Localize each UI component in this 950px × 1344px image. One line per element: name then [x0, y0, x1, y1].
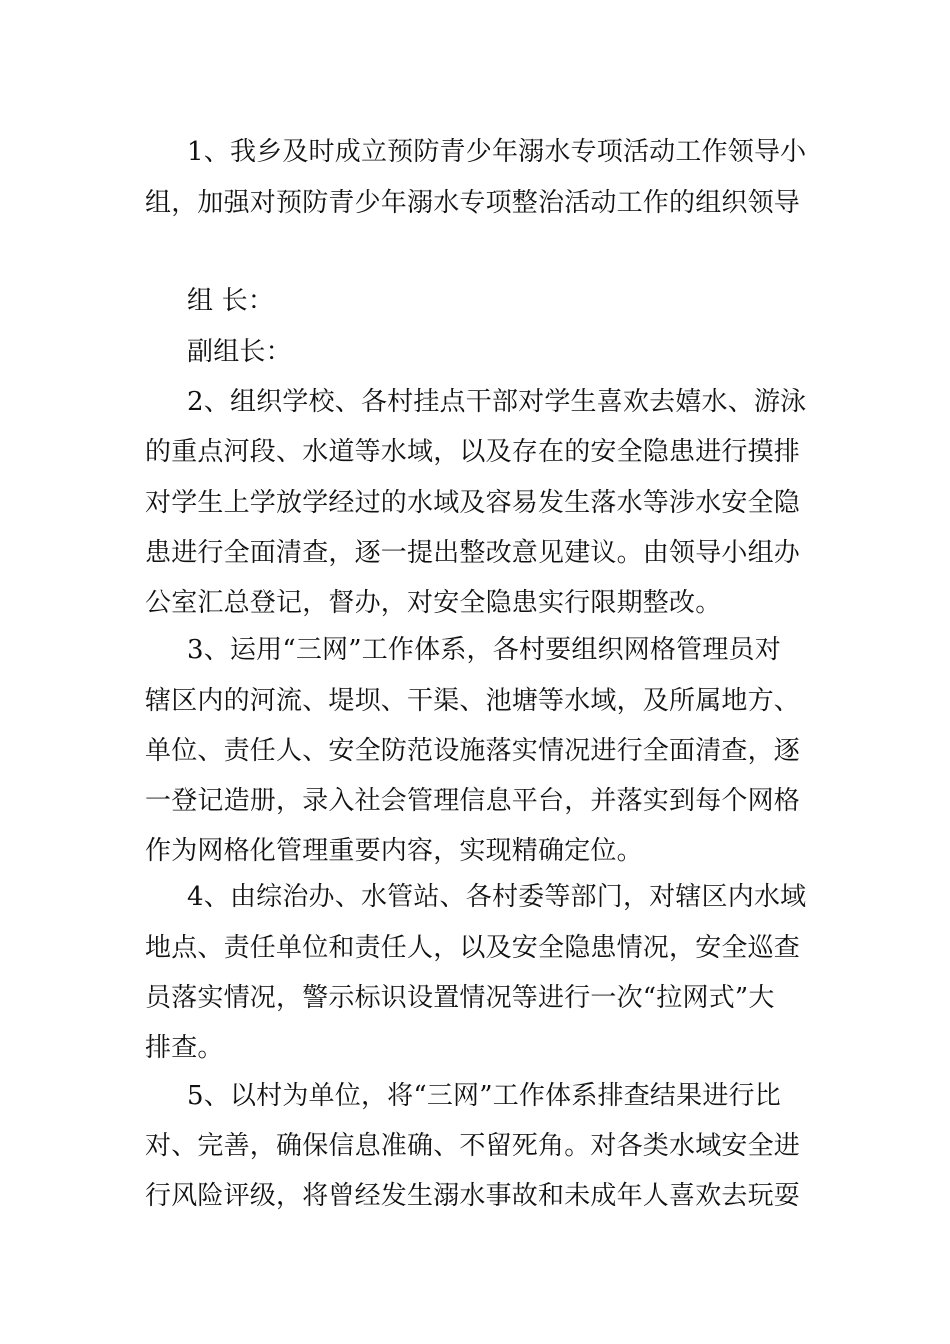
paragraph-5-line-3: 行风险评级，将曾经发生溺水事故和未成年人喜欢去玩耍 — [145, 1181, 801, 1211]
paragraph-2-line-1: 2、组织学校、各村挂点干部对学生喜欢去嬉水、游泳 — [187, 387, 807, 417]
paragraph-1-line-2: 组，加强对预防青少年溺水专项整治活动工作的组织领导 — [145, 188, 801, 218]
paragraph-3-line-1: 3、运用“三网”工作体系，各村要组织网格管理员对 — [187, 635, 781, 665]
paragraph-5-line-1: 5、以村为单位，将“三网”工作体系排查结果进行比 — [187, 1081, 781, 1111]
paragraph-2-line-3: 对学生上学放学经过的水域及容易发生落水等涉水安全隐 — [145, 488, 801, 518]
paragraph-1-line-1: 1、我乡及时成立预防青少年溺水专项活动工作领导小 — [187, 137, 807, 167]
paragraph-3-line-5: 作为网格化管理重要内容，实现精确定位。 — [145, 836, 643, 866]
paragraph-4-line-2: 地点、责任单位和责任人，以及安全隐患情况，安全巡查 — [145, 933, 801, 963]
paragraph-3-line-4: 一登记造册，录入社会管理信息平台，并落实到每个网格 — [145, 786, 801, 816]
paragraph-4-line-4: 排查。 — [145, 1033, 224, 1063]
paragraph-3-line-3: 单位、责任人、安全防范设施落实情况进行全面清查，逐 — [145, 736, 801, 766]
paragraph-2-line-4: 患进行全面清查，逐一提出整改意见建议。由领导小组办 — [145, 538, 801, 568]
paragraph-4-line-1: 4、由综治办、水管站、各村委等部门，对辖区内水域 — [187, 882, 807, 912]
deputy-leader-label: 副组长： — [187, 337, 292, 367]
leader-label: 组 长： — [187, 286, 275, 316]
paragraph-2-line-2: 的重点河段、水道等水域，以及存在的安全隐患进行摸排 — [145, 437, 801, 467]
paragraph-3-line-2: 辖区内的河流、堤坝、干渠、池塘等水域，及所属地方、 — [145, 686, 801, 716]
paragraph-4-line-3: 员落实情况，警示标识设置情况等进行一次“拉网式”大 — [145, 983, 775, 1013]
paragraph-2-line-5: 公室汇总登记，督办，对安全隐患实行限期整改。 — [145, 588, 722, 618]
paragraph-5-line-2: 对、完善，确保信息准确、不留死角。对各类水域安全进 — [145, 1131, 801, 1161]
